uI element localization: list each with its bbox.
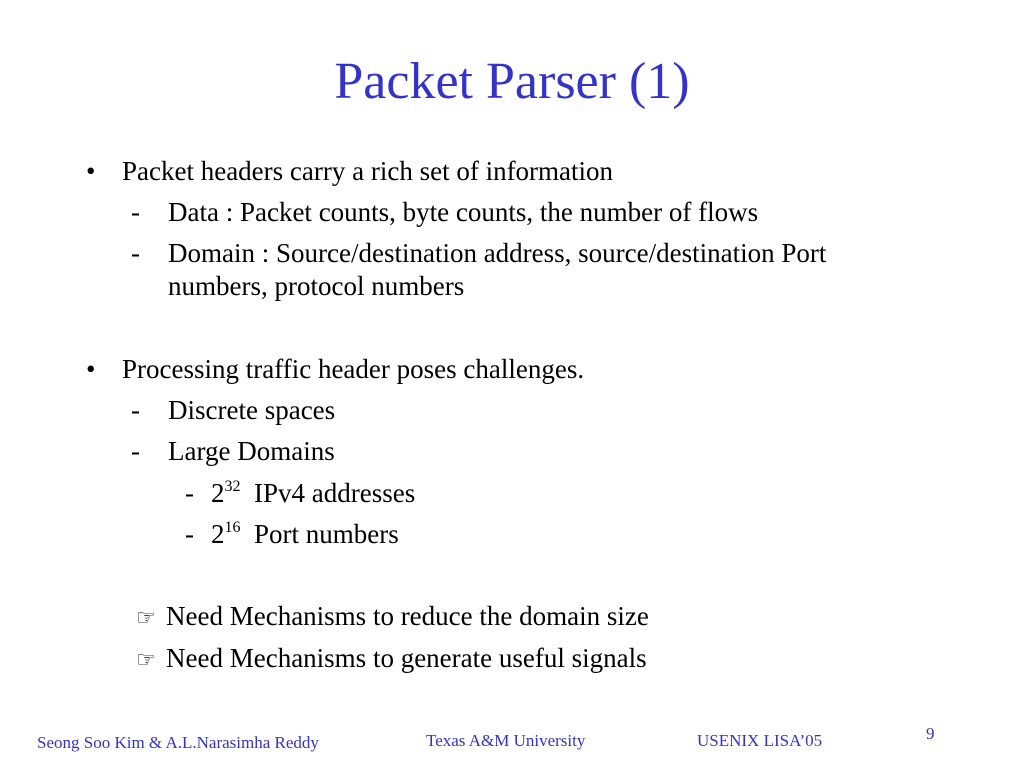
dash-marker: -	[185, 478, 194, 508]
sub-bullet-text: Large Domains	[168, 436, 335, 466]
sub-bullet-text: Discrete spaces	[168, 395, 336, 425]
dash-marker: -	[131, 395, 140, 425]
sub-bullet-text: Data : Packet counts, byte counts, the number of flows	[168, 197, 759, 227]
note-text: Need Mechanisms to reduce the domain size	[166, 601, 649, 631]
bullet-marker: •	[86, 354, 96, 384]
dash-marker: -	[185, 519, 194, 549]
domain-size-label: IPv4 addresses	[254, 478, 416, 508]
domain-size-item	[211, 477, 415, 509]
power-base: 2	[211, 478, 225, 508]
slide-title: Packet Parser (1)	[334, 53, 690, 110]
footer-conference: USENIX LISA’05	[697, 731, 823, 750]
bullet-text: Packet headers carry a rich set of information	[122, 156, 614, 186]
note-text: Need Mechanisms to generate useful signals	[166, 643, 647, 673]
bullet-marker: •	[86, 156, 96, 186]
dash-marker: -	[131, 436, 140, 466]
sub-bullet-continuation: numbers, protocol numbers	[168, 271, 465, 301]
footer-university: Texas A&M University	[426, 731, 586, 750]
dash-marker: -	[131, 197, 140, 227]
sub-bullet-text: Domain : Source/destination address, source/destination Port	[168, 238, 827, 268]
bullet-text: Processing traffic header poses challenges.	[122, 354, 585, 384]
footer-authors: Seong Soo Kim & A.L.Narasimha Reddy	[37, 733, 319, 752]
page-number: 9	[926, 724, 935, 743]
pointing-hand-icon: ☞	[136, 605, 156, 630]
power-exponent: 32	[224, 478, 241, 495]
domain-size-label: Port numbers	[254, 519, 399, 549]
power-base: 2	[211, 519, 225, 549]
domain-size-item	[211, 518, 399, 550]
dash-marker: -	[131, 238, 140, 268]
pointing-hand-icon: ☞	[136, 647, 156, 672]
power-exponent: 16	[224, 519, 241, 536]
